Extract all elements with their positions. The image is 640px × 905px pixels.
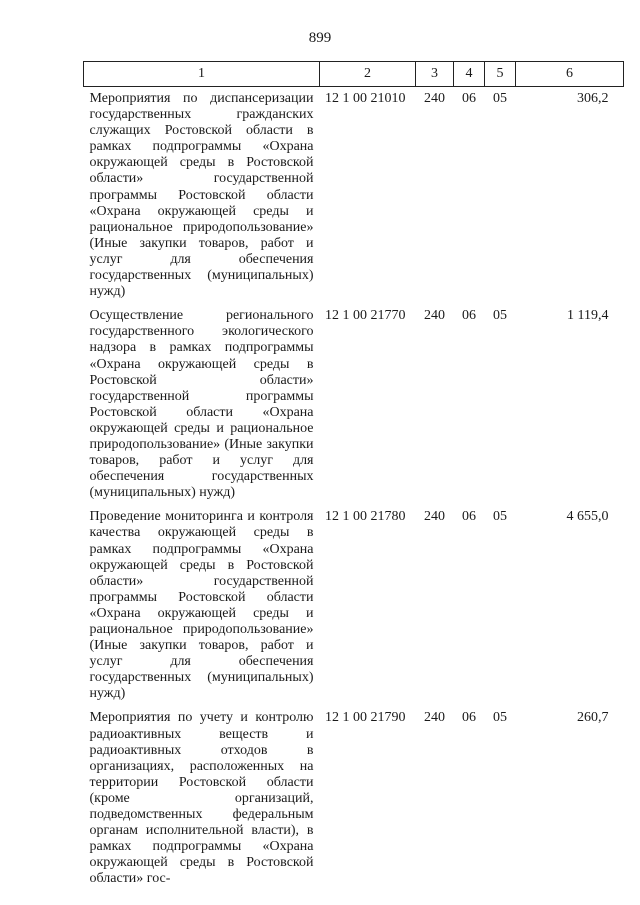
header-col-4: 4 [454,62,485,87]
table-header [84,62,624,87]
header-col-2: 2 [320,62,416,87]
row-expense-type: 240 [424,710,445,726]
header-col-5: 5 [485,62,516,87]
row-expense-type: 240 [424,509,445,525]
header-col-6: 6 [516,62,624,87]
row-amount: 260,7 [577,710,609,726]
table-row [84,308,624,509]
row-expense-type: 240 [424,91,445,106]
row-name: Осуществление регионального государственного экологического надзора в рамках подпрограммы «Охрана окружающей среды в Ростовской области» государственной программы Ростовской области «Охрана окружающей среды и рациональное природопользование» (Иные закупки товаров, работ и услуг для обеспечения государственных (муниципальных) нужд) [89,308,314,501]
row-amount: 1 119,4 [567,308,609,324]
row-subsection: 05 [493,710,507,726]
row-name: Мероприятия по диспансеризации государственных гражданских служащих Ростовской области в рамках подпрограммы «Охрана окружающей среды в Ростовской области» государственной программы Ростовской области «Охрана окружающей среды и рациональное природопользование» (Иные закупки товаров, работ и услуг для обеспечения государственных (муниципальных) нужд) [89,91,314,300]
row-section: 06 [462,308,476,324]
row-amount: 306,2 [577,91,609,106]
table-row [84,87,624,309]
row-target-article: 12 1 00 21780 [325,509,406,525]
table-row [84,710,624,895]
row-name: Мероприятия по учету и контролю радиоактивных веществ и радиоактивных отходов в организациях, расположенных на территории Ростовской области (кроме организаций, подведомственных федеральным органам исполнительной власти), в рамках подпрограммы «Охрана окружающей среды в Ростовской области» гос- [89,710,314,887]
page-number: 899 [308,30,332,46]
row-expense-type: 240 [424,308,445,324]
row-name: Проведение мониторинга и контроля качества окружающей среды в рамках подпрограммы «Охрана окружающей среды в Ростовской области» государственной программы Ростовской области «Охрана окружающей среды и рациональное природопользование» (Иные закупки товаров, работ и услуг для обеспечения государственных (муниципальных) нужд) [89,509,314,702]
row-amount: 4 655,0 [566,509,609,525]
row-section: 06 [462,91,476,106]
row-target-article: 12 1 00 21790 [325,710,406,726]
row-subsection: 05 [493,308,507,324]
row-subsection: 05 [493,509,507,525]
table-row [84,509,624,710]
header-col-1: 1 [84,62,320,87]
header-col-3: 3 [416,62,454,87]
row-target-article: 12 1 00 21770 [325,308,406,324]
row-subsection: 05 [493,91,507,106]
header-row [84,62,624,87]
budget-table [83,61,624,896]
row-section: 06 [462,509,476,525]
row-target-article: 12 1 00 21010 [325,91,406,106]
row-section: 06 [462,710,476,726]
table-body [84,87,624,896]
